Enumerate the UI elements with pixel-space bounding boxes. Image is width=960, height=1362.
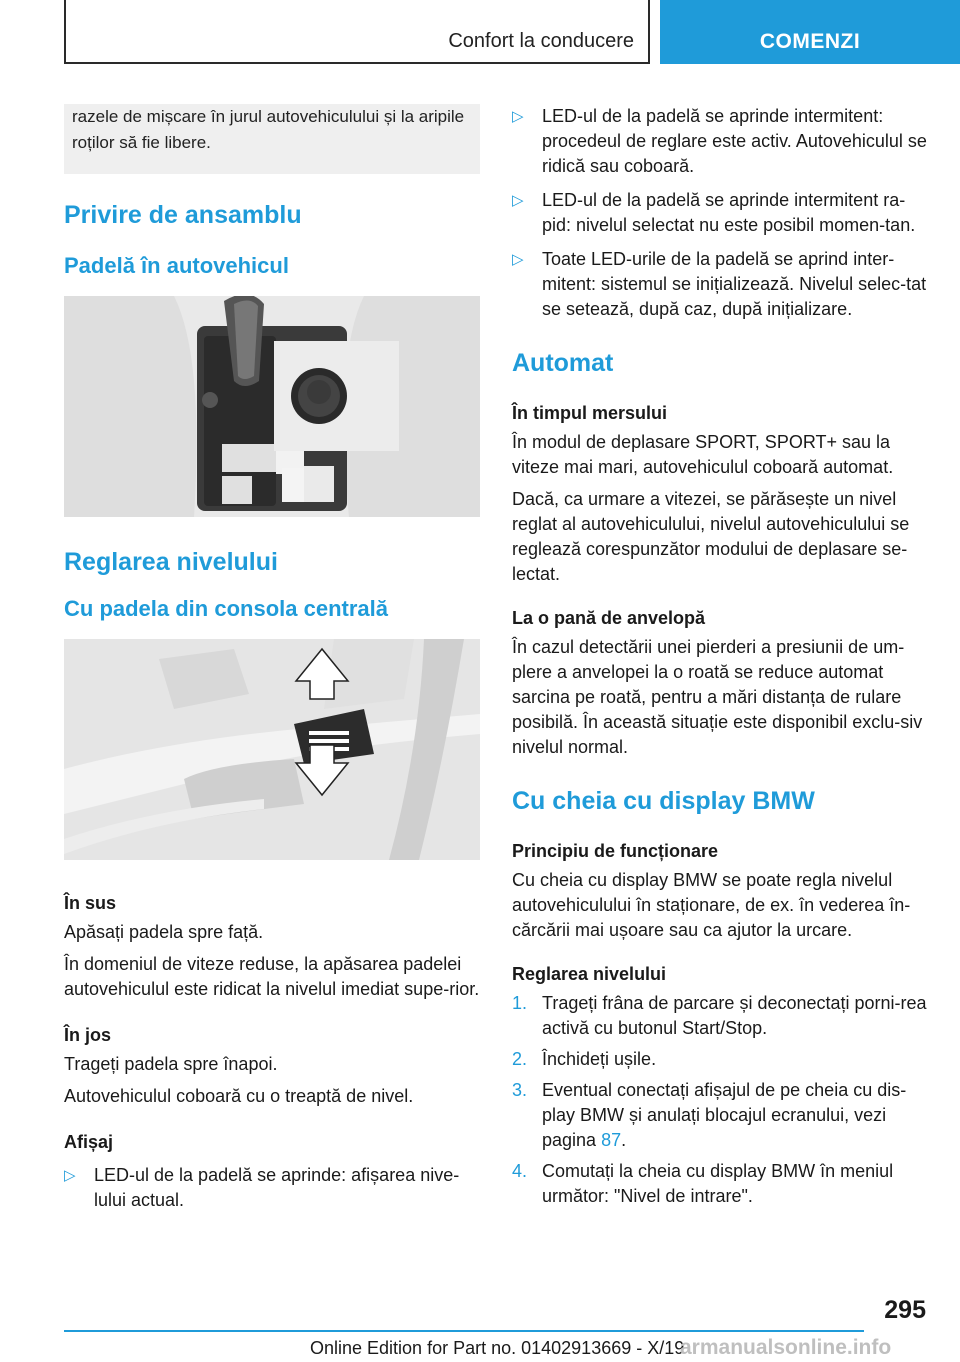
display-list-left xyxy=(64,1163,480,1213)
chapter-title: COMENZI xyxy=(759,30,861,53)
step-number: 1. xyxy=(512,993,528,1013)
up-text-2: În domeniul de viteze reduse, la apăsarea padelei autovehiculul este ridicat la nivelul imediat supe‐rior. xyxy=(64,954,480,999)
triangle-bullet-icon: ▷ xyxy=(512,192,524,209)
heading-paddle: Padelă în autovehicul xyxy=(64,253,289,278)
footer-divider xyxy=(64,1330,864,1332)
list-item xyxy=(512,247,928,322)
list-item xyxy=(512,104,928,179)
paddle-closeup-illustration xyxy=(64,639,480,860)
step-text-end: . xyxy=(621,1130,627,1150)
list-item xyxy=(512,188,928,238)
down-text-1: Trageți padela spre înapoi. xyxy=(64,1054,278,1074)
heading-overview: Privire de ansamblu xyxy=(64,201,302,229)
driving-text-1: În modul de deplasare SPORT, SPORT+ sau la viteze mai mari, autovehiculul coboară automat. xyxy=(512,432,894,477)
label-display: Afișaj xyxy=(64,1132,114,1152)
edition-text: Online Edition for Part no. 01402913669 - X/19 xyxy=(310,1338,685,1358)
display-list-right xyxy=(512,104,928,322)
section-header-box xyxy=(64,0,650,64)
heading-automatic: Automat xyxy=(512,349,614,377)
label-up: În sus xyxy=(64,893,117,913)
label-flat-tire: La o pană de anvelopă xyxy=(512,608,706,628)
left-column xyxy=(64,104,480,1213)
step-item xyxy=(512,1159,928,1209)
page-header xyxy=(64,0,960,64)
up-text-1: Apăsați padela spre față. xyxy=(64,922,264,942)
triangle-bullet-icon: ▷ xyxy=(64,1167,76,1184)
page-number: 295 xyxy=(884,1296,926,1324)
step-item xyxy=(512,991,928,1041)
step-text: Comutați la cheia cu display BMW în meniul următor: "Nivel de intrare". xyxy=(542,1161,894,1206)
steps-list xyxy=(512,991,928,1209)
step-item xyxy=(512,1047,928,1072)
step-number: 4. xyxy=(512,1161,528,1181)
driving-text-2: Dacă, ca urmare a vitezei, se părăsește un nivel reglat al autovehiculului, nivelul autovehiculului se reglează corespunzător modului de deplasare se‐lectat. xyxy=(512,489,910,584)
center-console-illustration xyxy=(64,296,480,517)
section-title: Confort la conducere xyxy=(448,30,634,52)
step-text: Închideți ușile. xyxy=(542,1049,657,1069)
heading-level-adjustment: Reglarea nivelului xyxy=(64,548,278,576)
flat-tire-text: În cazul detectării unei pierderi a presiunii de um‐plere a anvelopei la o roată se reduce automat sarcina pe roată, pentru a mări distanța de rulare posibilă. În această situație este disponibil exclu‐siv nivelul normal. xyxy=(512,637,923,757)
note-box xyxy=(64,104,480,174)
list-item-text: LED-ul de la padelă se aprinde intermitent ra‐pid: nivelul selectat nu este posibil momen‐tan. xyxy=(542,190,916,235)
watermark: armanualsonline.info xyxy=(680,1336,892,1359)
heading-console-paddle: Cu padela din consola centrală xyxy=(64,596,388,621)
list-item-text: Toate LED-urile de la padelă se aprind inter‐mitent: sistemul se inițializează. Nivelul selec‐tat se setează, după caz, după inițializare. xyxy=(542,249,927,319)
step-item xyxy=(512,1078,928,1153)
step-number: 2. xyxy=(512,1049,528,1069)
triangle-bullet-icon: ▷ xyxy=(512,251,524,268)
list-item-text: LED-ul de la padelă se aprinde intermitent: procedeul de reglare este activ. Autovehiculul se ridică sau coboară. xyxy=(542,106,927,176)
step-number: 3. xyxy=(512,1080,528,1100)
label-adjust-level: Reglarea nivelului xyxy=(512,964,667,984)
heading-display-key: Cu cheia cu display BMW xyxy=(512,787,815,815)
note-text: razele de mișcare în jurul autovehiculului și la aripile roților să fie libere. xyxy=(72,107,465,152)
figure-paddle-closeup xyxy=(64,639,480,860)
label-down: În jos xyxy=(64,1025,112,1045)
down-text-2: Autovehiculul coboară cu o treaptă de nivel. xyxy=(64,1086,414,1106)
right-column xyxy=(512,104,928,1209)
list-item xyxy=(64,1163,480,1213)
principle-text: Cu cheia cu display BMW se poate regla nivelul autovehiculului în staționare, de ex. în vederea în‐cărcării mai ușoare sau ca ajutor la urcare. xyxy=(512,870,911,940)
chapter-tab xyxy=(660,0,960,64)
label-principle: Principiu de funcționare xyxy=(512,841,719,861)
triangle-bullet-icon: ▷ xyxy=(512,108,524,125)
step-text: Eventual conectați afișajul de pe cheia cu dis‐play BMW și anulați blocajul ecranului, vezi pagina xyxy=(542,1080,907,1150)
page-link[interactable]: 87 xyxy=(601,1130,622,1150)
step-text: Trageți frâna de parcare și deconectați porni‐rea activă cu butonul Start/Stop. xyxy=(542,993,927,1038)
list-item-text: LED-ul de la padelă se aprinde: afișarea nive‐lului actual. xyxy=(94,1165,460,1210)
figure-center-console xyxy=(64,296,480,517)
label-while-driving: În timpul mersului xyxy=(512,403,668,423)
